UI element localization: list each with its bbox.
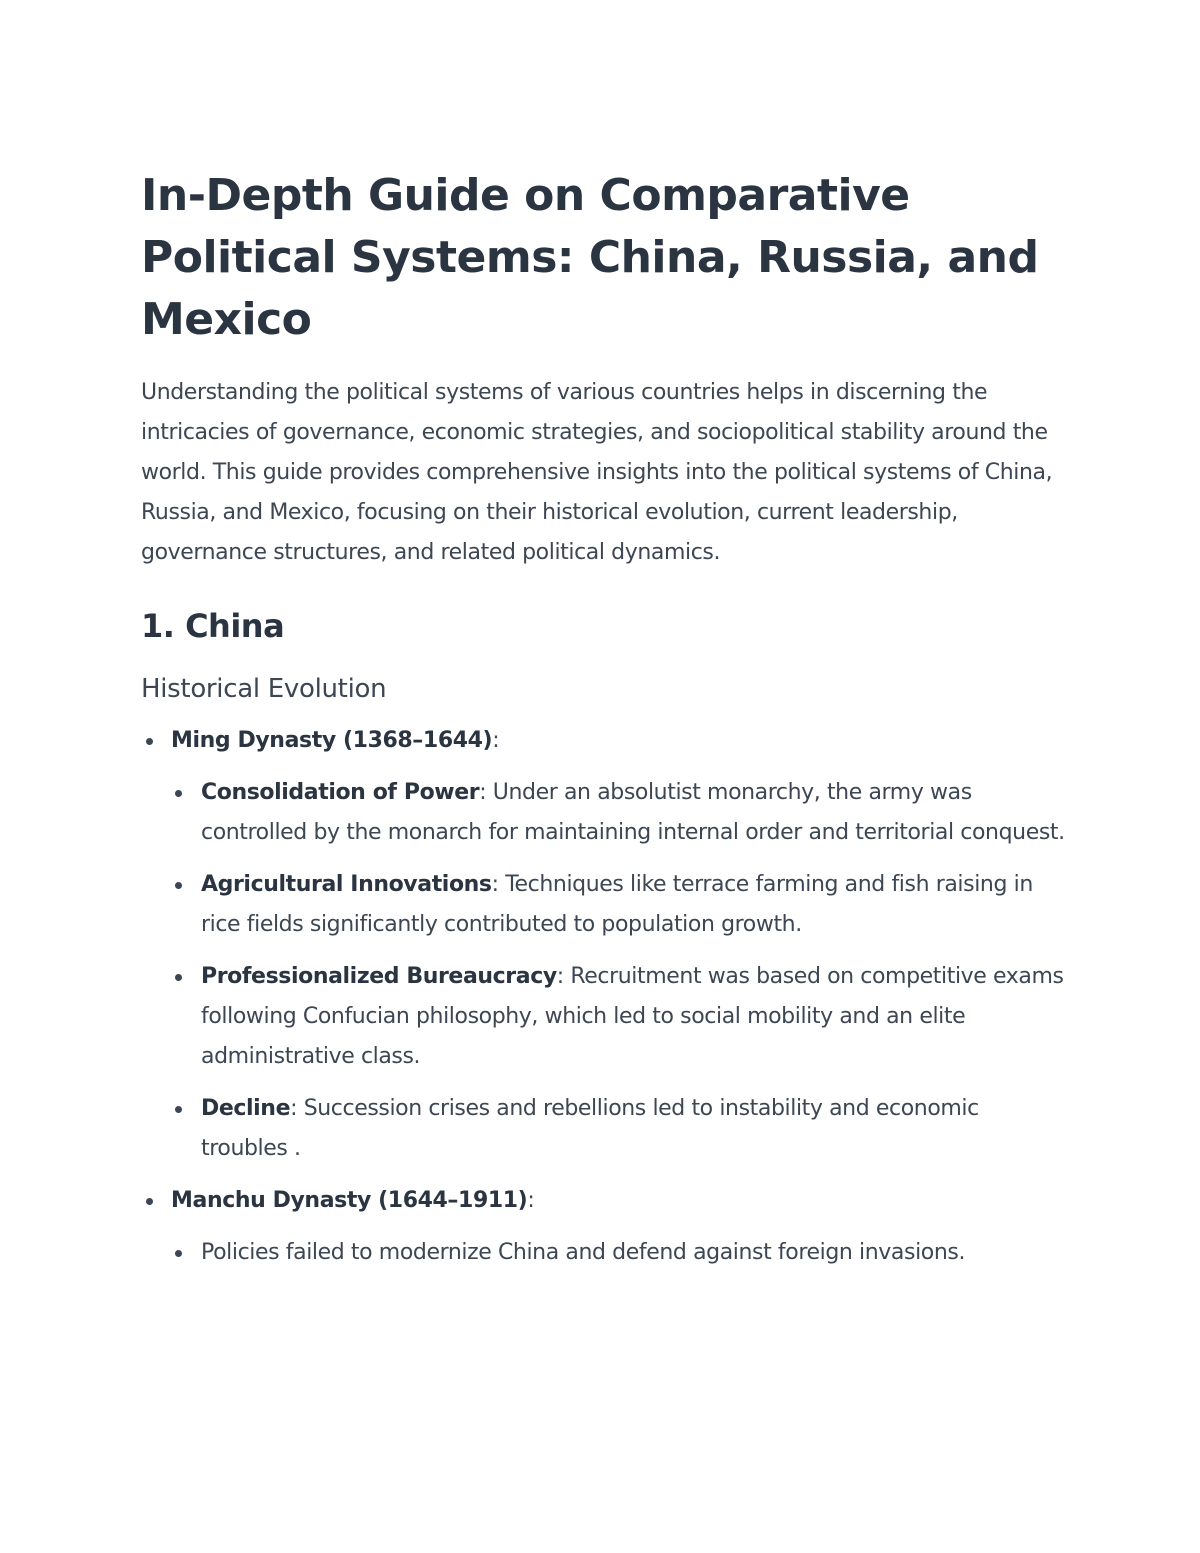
sublist-item-text: : Techniques like terrace farming and fish raising in rice fields significantly contributed to population growth. <box>201 872 1033 937</box>
sublist-item-term: Consolidation of Power <box>201 780 480 805</box>
sublist-item <box>171 865 1071 945</box>
bullet-icon <box>175 790 182 797</box>
sublist-item <box>171 1089 1071 1169</box>
sublist-item-term: Professionalized Bureaucracy <box>201 964 557 989</box>
bullet-icon <box>146 738 153 745</box>
ming-dynasty-sublist <box>171 773 1071 1169</box>
list-item-heading <box>171 721 1071 761</box>
manchu-dynasty-sublist <box>171 1233 1071 1273</box>
section-heading-china: 1. China <box>141 607 285 645</box>
list-item-suffix: : <box>492 728 500 753</box>
intro-paragraph: Understanding the political systems of various countries helps in discerning the intricacies of governance, economic strategies, and sociopolitical stability around the world. This guide provides comprehensive insights into the political systems of China, Russia, and Mexico, focusing on their historical evolution, current leadership, governance structures, and related political dynamics. <box>141 380 1053 565</box>
sublist-item <box>171 1233 1071 1273</box>
sublist-item-text: : Succession crises and rebellions led to instability and economic troubles . <box>201 1096 979 1161</box>
list-item-ming-dynasty <box>141 721 1071 1169</box>
sublist-item <box>171 957 1071 1077</box>
sublist-item-term: Decline <box>201 1096 291 1121</box>
sublist-item-text: : Recruitment was based on competitive exams following Confucian philosophy, which led to social mobility and an elite administrative class. <box>201 964 1064 1069</box>
document-page <box>141 165 1071 1273</box>
historical-evolution-list <box>141 721 1071 1273</box>
bullet-icon <box>175 974 182 981</box>
list-item-label: Manchu Dynasty (1644–1911) <box>171 1188 528 1213</box>
sublist-item <box>171 773 1071 853</box>
bullet-icon <box>175 1250 182 1257</box>
sublist-item-term: Agricultural Innovations <box>201 872 492 897</box>
bullet-icon <box>175 882 182 889</box>
sublist-item-text: : Under an absolutist monarchy, the army was controlled by the monarch for maintaining internal order and territorial conquest. <box>201 780 1065 845</box>
bullet-icon <box>175 1106 182 1113</box>
bullet-icon <box>146 1198 153 1205</box>
list-item-manchu-dynasty <box>141 1181 1071 1273</box>
sublist-item-text: Policies failed to modernize China and defend against foreign invasions. <box>201 1240 966 1265</box>
list-item-heading <box>171 1181 1071 1221</box>
list-item-suffix: : <box>527 1188 535 1213</box>
document-title: In-Depth Guide on Comparative Political Systems: China, Russia, and Mexico <box>141 170 1039 345</box>
list-item-label: Ming Dynasty (1368–1644) <box>171 728 493 753</box>
subsection-heading-historical-evolution: Historical Evolution <box>141 674 387 704</box>
